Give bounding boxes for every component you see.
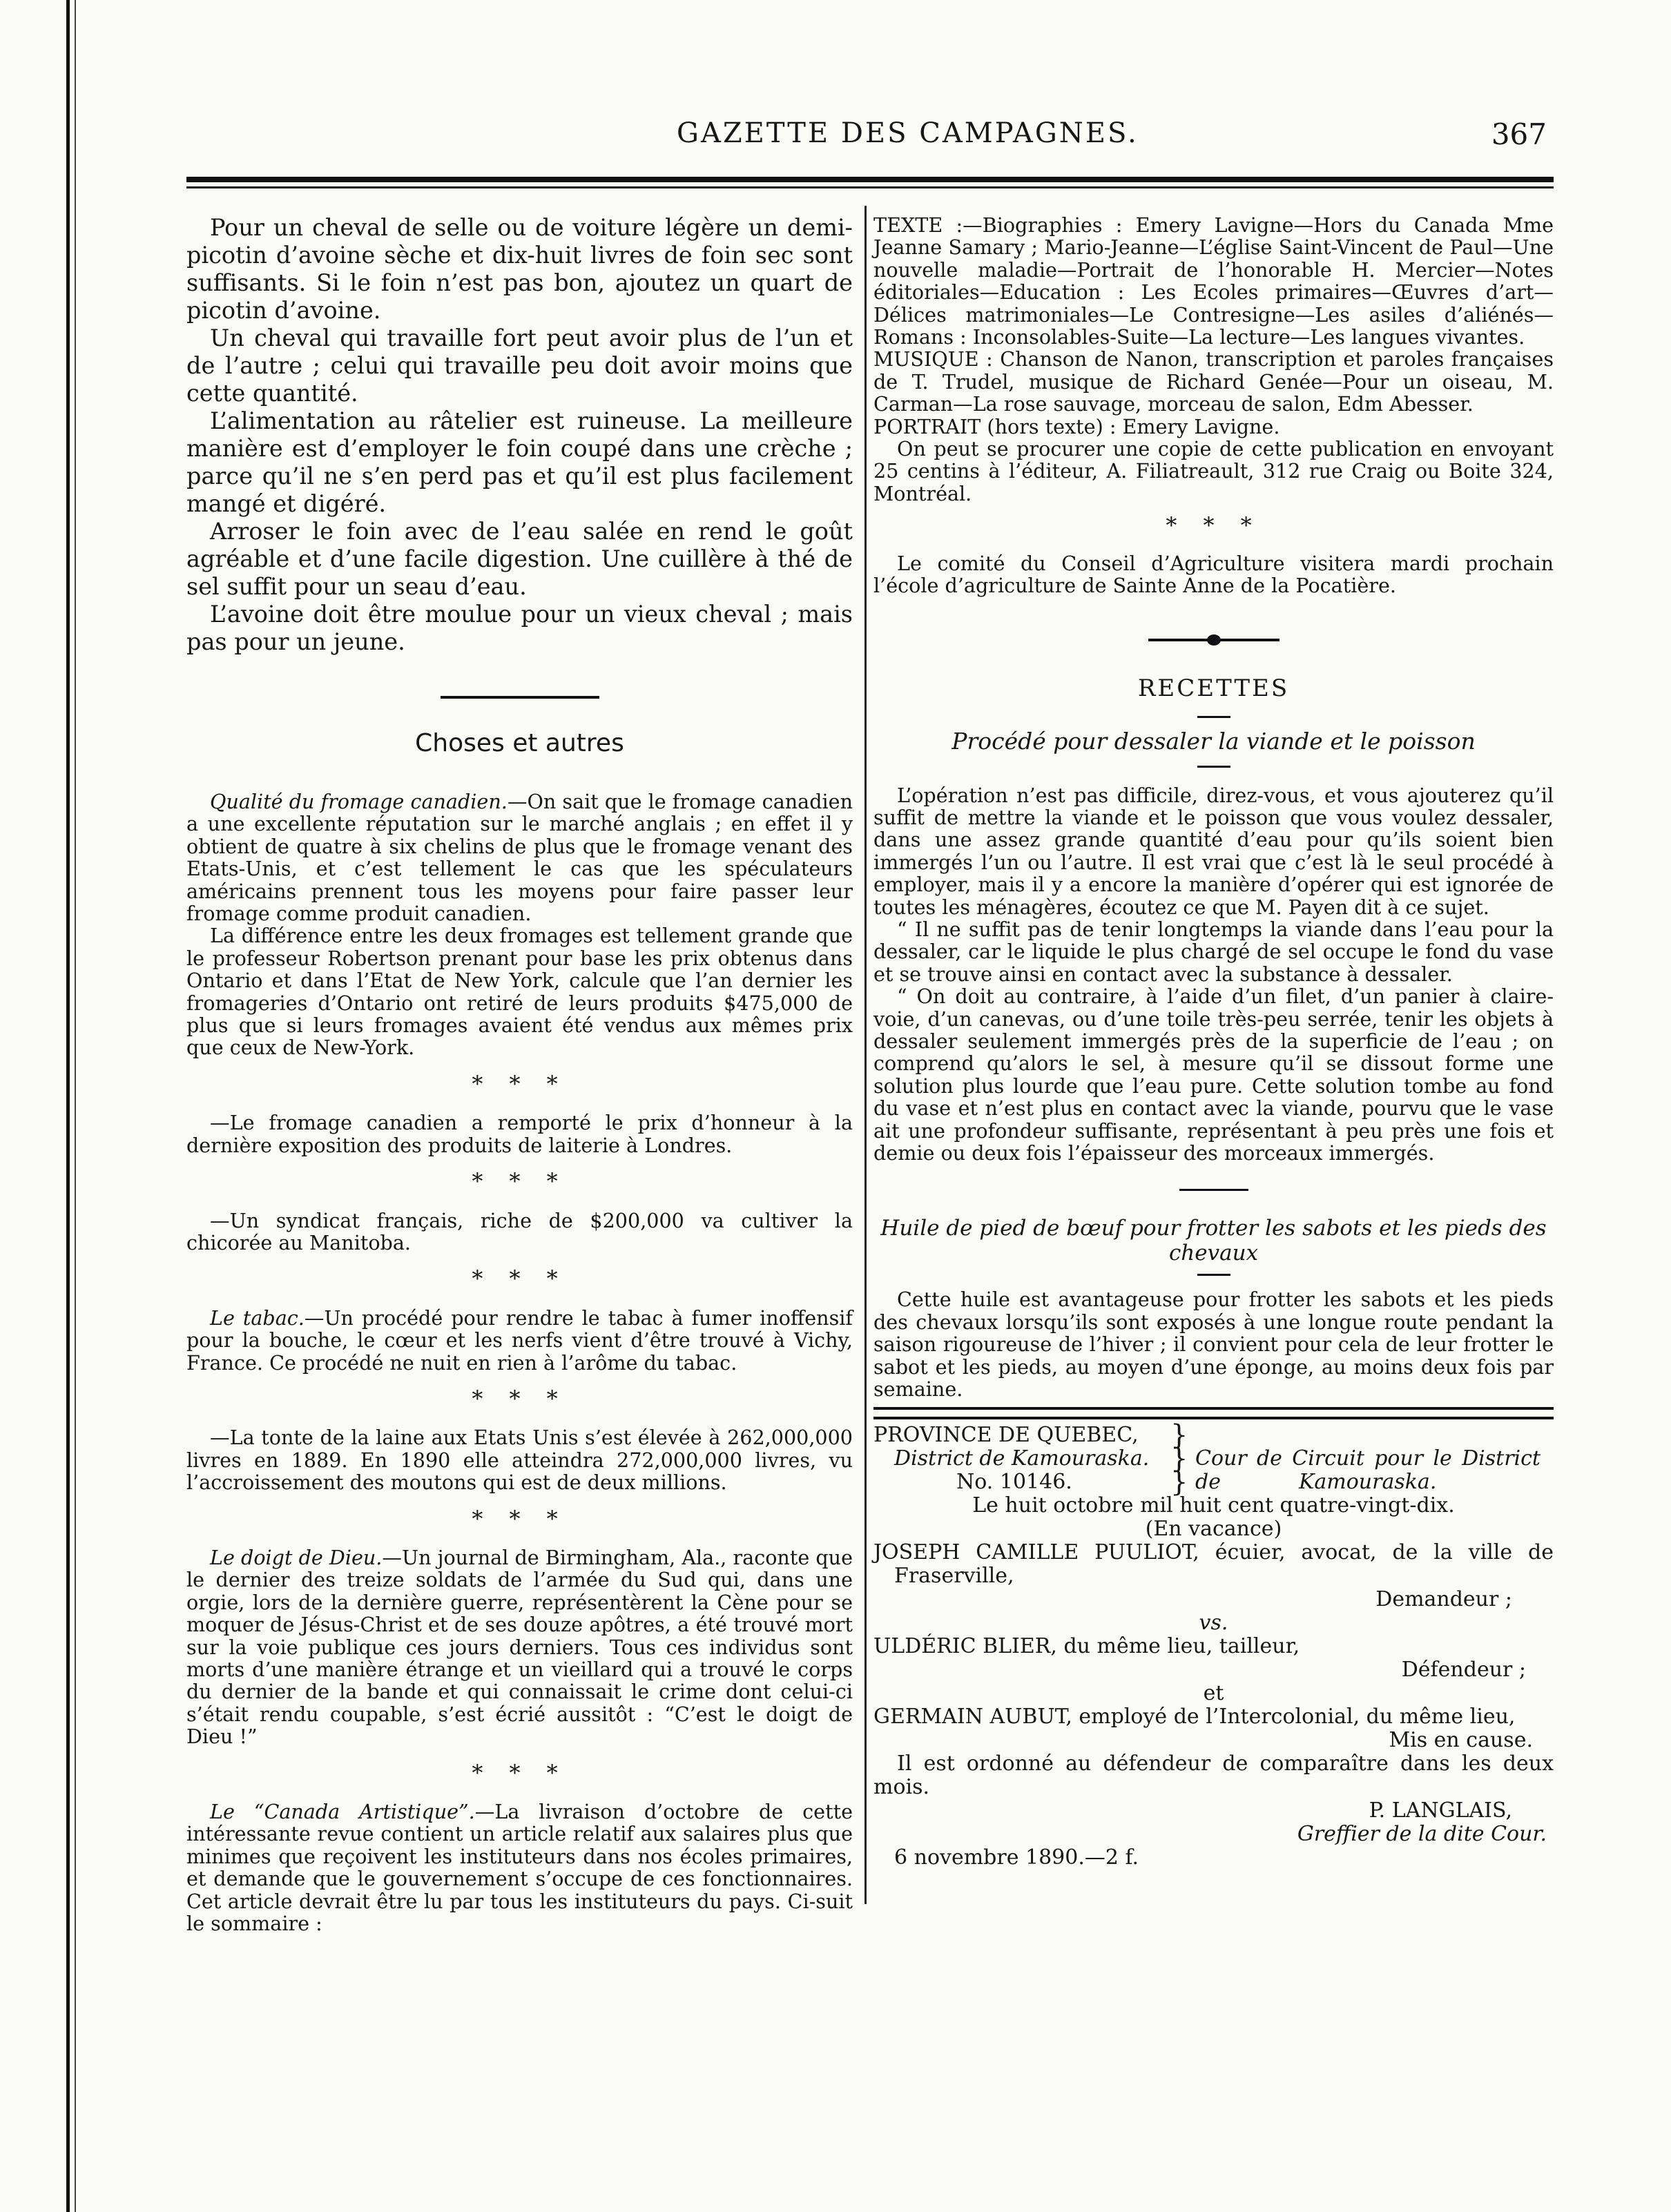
- paragraph: La différence entre les deux fromages est tellement grande que le professeur Robertson prenant pour base les prix obtenus dans Ontario et dans l’Etat de New York, calcule que l’an dernier les fromageries d’Ontario ont retiré de leurs produits $475,000 de plus que si leurs fromages avaient été vendus aux mêmes prix que ceux de New-York.: [186, 924, 853, 1060]
- header-rule-thin: [186, 186, 1554, 188]
- recipe-title: Procédé pour dessaler la viande et le poisson: [952, 727, 1476, 755]
- paragraph: L’opération n’est pas difficile, direz-vous, et vous ajouterez qu’il suffit de mettre la viande et le poisson que vous voulez dessaler, dans une assez grande quantité d’eau pour qu’ils soient bien immergés l’un ou l’autre. Il est vrai que c’est là le seul procédé à employer, mais il y a encore la manière d’opérer qui est ignorée de toutes les ménagères, écoutez ce que M. Payen dit à ce sujet.: [873, 783, 1554, 919]
- recettes-title: RECETTES: [1137, 674, 1290, 702]
- header-rule: [186, 177, 1554, 182]
- stars-separator: * * *: [472, 1070, 568, 1097]
- paragraph: On peut se procurer une copie de cette publication en envoyant 25 centins à l’éditeur, A. Filiatreault, 312 rue Craig ou Boite 324, Montréal.: [873, 437, 1554, 505]
- news-item: —Le fromage canadien a remporté le prix d’honneur à la dernière exposition des produits de laiterie à Londres.: [186, 1111, 853, 1157]
- brace-glyph: }: [1170, 1466, 1188, 1499]
- stars-separator: * * *: [472, 1265, 568, 1292]
- stars-separator: * * *: [472, 1168, 568, 1195]
- legal-mis-en-cause: Mis en cause.: [1389, 1728, 1533, 1753]
- binding-line: [66, 0, 70, 2212]
- legal-vs: vs.: [1199, 1611, 1228, 1636]
- brace-glyph: }: [1170, 1419, 1188, 1452]
- legal-date-bottom: 6 novembre 1890.—2 f.: [894, 1845, 1139, 1870]
- item-heading: Le “Canada Artistique”.: [210, 1800, 475, 1824]
- running-title: GAZETTE DES CAMPAGNES.: [677, 117, 1139, 149]
- brace-glyph: }: [1170, 1443, 1188, 1475]
- legal-number: No. 10146.: [956, 1470, 1072, 1495]
- item-heading: Le tabac.: [210, 1306, 305, 1330]
- paragraph: Arroser le foin avec de l’eau salée en rend le goût agréable et d’une facile digestion. Une cuillère à thé de sel suffit pour un seau d’eau.: [186, 518, 853, 600]
- page-number: 367: [1491, 117, 1547, 151]
- column-divider: [865, 206, 867, 1904]
- paragraph: Pour un cheval de selle ou de voiture légère un demi-picotin d’avoine sèche et dix-huit livres de foin sec sont suffisants. Si le foin n’est pas bon, ajoutez un quart de picotin d’avoine.: [186, 214, 853, 324]
- paragraph: “ Il ne suffit pas de tenir longtemps la viande dans l’eau pour la dessaler, car le liquide le plus chargé de sel occupe le fond du vase et se trouve ainsi en contact avec la substance à dessaler.: [873, 917, 1554, 986]
- item-heading: Le doigt de Dieu.: [210, 1545, 383, 1569]
- stars-separator: * * *: [472, 1759, 568, 1786]
- sommaire-portrait: PORTRAIT (hors texte) : Emery Lavigne.: [873, 414, 1280, 438]
- paragraph: Cette huile est avantageuse pour frotter les sabots et les pieds des chevaux lorsqu’ils sont exposés à une longue route pendant la saison rigoureuse de l’hiver ; il convient pour cela de leur frotter le sabot et les pieds, au moyen d’une éponge, au moins deux fois par semaine.: [873, 1288, 1554, 1401]
- item-text: —Un journal de Birmingham, Ala., raconte que le dernier des treize soldats de l’armée du Sud qui, dans une orgie, lors de la dernière guerre, représentèrent la Cène pour se moquer de Jésus-Christ et de ses douze apôtres, a été trouvé mort sur la voie publique ces jours derniers. Tous ces individus sont morts d’une manière étrange et un vieillard qui a trouvé le corps du dernier de la bande et qui connaissait le crime dont celui-ci s’était rendu coupable, s’est écrié aussitôt : “C’est le doigt de Dieu !”: [186, 1545, 853, 1749]
- section-title: Choses et autres: [415, 729, 624, 757]
- stars-separator: * * *: [472, 1505, 568, 1532]
- legal-date: Le huit octobre mil huit cent quatre-vingt-dix.: [972, 1493, 1455, 1518]
- paragraph: Le comité du Conseil d’Agriculture visitera mardi prochain l’école d’agriculture de Sainte Anne de la Pocatière.: [873, 551, 1554, 598]
- paragraph: “ On doit au contraire, à l’aide d’un filet, d’un panier à claire-voie, d’un canevas, ou d’une toile très-peu serrée, tenir les objets à dessaler seulement immergés près de la superficie de l’eau ; on comprend qu’alors le sel, à mesure qu’il se dissout forme une solution plus lourde que l’eau pure. Cette solution tombe au fond du vase et n’est plus en contact avec la viande, pourvu que le vase ait une profondeur suffisante, représentant à peu près une fois et demie ou deux fois l’épaisseur des morceaux immergés.: [873, 984, 1554, 1165]
- recipe-title: Huile de pied de bœuf pour frotter les sabots et les pieds des chevaux: [880, 1216, 1547, 1266]
- stars-separator: * * *: [472, 1385, 568, 1412]
- legal-signer: P. LANGLAIS,: [1369, 1798, 1512, 1823]
- legal-defendeur: Défendeur ;: [1401, 1658, 1526, 1682]
- legal-order: Il est ordonné au défendeur de comparaître dans les deux mois.: [873, 1752, 1554, 1800]
- legal-demandeur: Demandeur ;: [1375, 1587, 1512, 1612]
- item-heading: Qualité du fromage canadien.: [210, 790, 508, 813]
- legal-signer-title: Greffier de la dite Cour.: [1297, 1822, 1547, 1847]
- paragraph: L’alimentation au râtelier est ruineuse. La meilleure manière est d’employer le foin coupé dans une crèche ; parce qu’il ne s’en perd pas et qu’il est plus facilement mangé et digéré.: [186, 407, 853, 517]
- right-column: [873, 214, 1554, 1870]
- news-item: —La tonte de la laine aux Etats Unis s’est élevée à 262,000,000 livres en 1889. En 1890 elle atteindra 272,000,000 livres, vu l’accroissement des moutons qui est de deux millions.: [186, 1426, 853, 1495]
- stars-separator: * * *: [1166, 512, 1262, 539]
- legal-third-party: GERMAIN AUBUT, employé de l’Intercolonial, du même lieu,: [873, 1705, 1516, 1729]
- paragraph: Un cheval qui travaille fort peut avoir plus de l’un et de l’autre ; celui qui travaille peu doit avoir moins que cette quantité.: [186, 324, 853, 407]
- item-text: —Un procédé pour rendre le tabac à fumer inoffensif pour la bouche, le cœur et les nerfs vient d’être trouvé à Vichy, France. Ce procédé ne nuit en rien à l’arôme du tabac.: [186, 1306, 853, 1375]
- item-text: —La livraison d’octobre de cette intéressante revue contient un article relatif aux salaires plus que minimes que reçoivent les instituteurs dans nos écoles primaires, et demande que le gouvernement s’occupe de ces fonctionnaires. Cet article devrait être lu par tous les instituteurs du pays. Ci-suit le sommaire :: [186, 1800, 853, 1936]
- legal-et: et: [1203, 1681, 1224, 1706]
- paragraph: L’avoine doit être moulue pour un vieux cheval ; mais pas pour un jeune.: [186, 601, 853, 655]
- item-text: —On sait que le fromage canadien a une excellente réputation sur le marché anglais ; en effet il y obtient de quatre à six chelins de plus que le fromage venant des Etats-Unis, et c’est tellement le cas que les spéculateurs américains prennent tous les moyens pour faire passer leur fromage comme produit canadien.: [186, 790, 853, 926]
- legal-province: PROVINCE DE QUEBEC,: [873, 1423, 1139, 1448]
- sommaire-texte: TEXTE :—Biographies : Emery Lavigne—Hors du Canada Mme Jeanne Samary ; Mario-Jeanne—L’église Saint-Vincent de Paul—Une nouvelle maladie—Portrait de l’honorable H. Mercier—Notes éditoriales—Education : Les Ecoles primaires—Œuvres d’art—Délices matrimoniales—Le Contresigne—Les asiles d’aliénés—Romans : Inconsolables-Suite—La lecture—Les langues vivantes.: [873, 213, 1554, 349]
- legal-vacance: (En vacance): [1145, 1517, 1282, 1542]
- legal-district: District de Kamouraska.: [894, 1446, 1150, 1471]
- legal-plaintiff: JOSEPH CAMILLE PUULIOT, écuier, avocat, de la ville de Fraserville,: [873, 1540, 1554, 1589]
- binding-line-inner: [75, 0, 76, 2212]
- legal-notice: [873, 1419, 1554, 1870]
- legal-court: Cour de Circuit pour le District de: [1195, 1446, 1540, 1495]
- running-header: [180, 117, 1547, 159]
- legal-defendant: ULDÉRIC BLIER, du même lieu, tailleur,: [873, 1634, 1300, 1659]
- sommaire-musique: MUSIQUE : Chanson de Nanon, transcription et paroles françaises de T. Trudel, musique de Richard Genée—Pour un oiseau, M. Carman—La rose sauvage, morceau de salon, Edm Abesser.: [873, 347, 1554, 416]
- left-column: [186, 214, 853, 1934]
- legal-notice-rule: [873, 1407, 1554, 1419]
- ornament-rule: [1148, 639, 1279, 641]
- news-item: —Un syndicat français, riche de $200,000 va cultiver la chicorée au Manitoba.: [186, 1208, 853, 1254]
- legal-court-district: Kamouraska.: [1299, 1470, 1437, 1495]
